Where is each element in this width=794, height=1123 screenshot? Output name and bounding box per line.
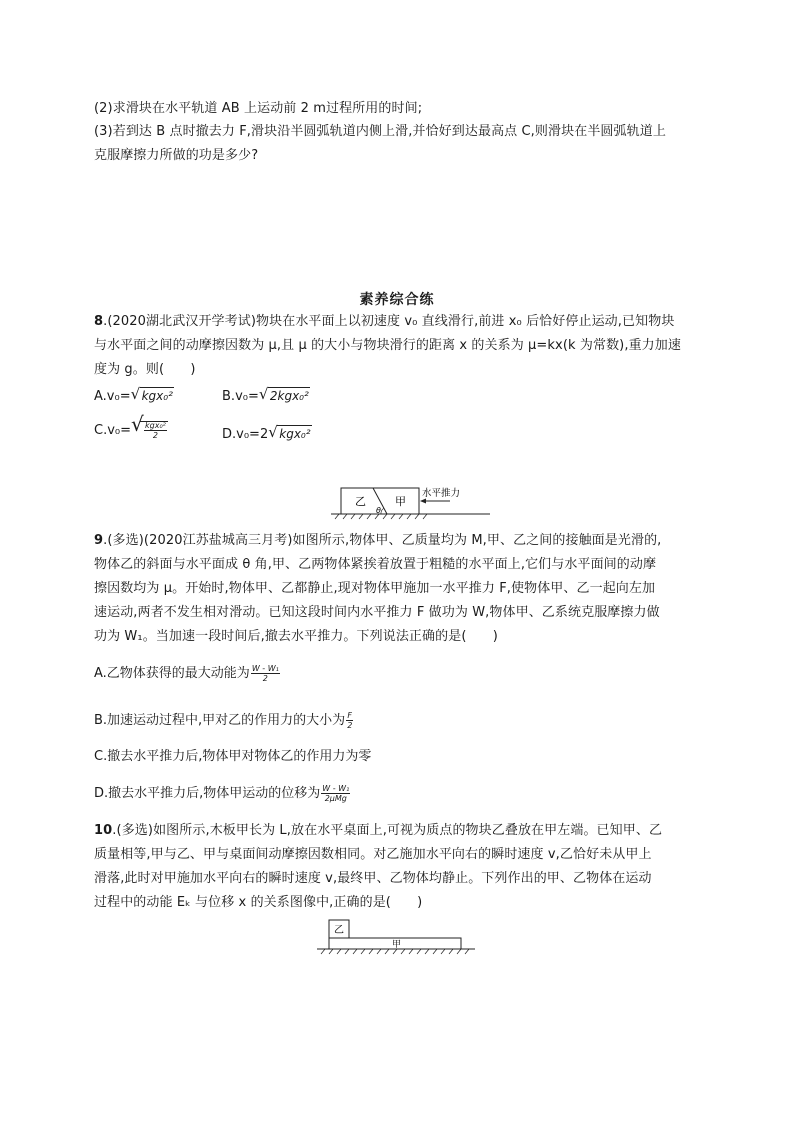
question-8-option-d xyxy=(222,425,312,444)
figure-10-diagram xyxy=(315,914,480,960)
question-8-option-a xyxy=(94,387,174,406)
label-theta: θ xyxy=(376,506,381,515)
option-a-text: A.乙物体获得的最大动能为 xyxy=(94,666,250,681)
question-9-option-c: C.撤去水平推力后,物体甲对物体乙的作用力为零 xyxy=(94,749,372,764)
label-push: 水平推力 xyxy=(422,488,461,499)
question-9-stem-1: .(多选)(2020江苏盐城高三月考)如图所示,物体甲、乙质量均为 M,甲、乙之间的接触面是光滑的, xyxy=(103,533,662,548)
option-b-eq: v₀= xyxy=(235,389,259,404)
question-9-line5: 功为 W₁。当加速一段时间后,撤去水平推力。下列说法正确的是( ) xyxy=(94,629,498,644)
option-a-eq: v₀= xyxy=(106,389,131,404)
option-c-label: C. xyxy=(94,423,108,438)
label-yi: 乙 xyxy=(334,925,344,936)
question-10-line4: 过程中的动能 Eₖ 与位移 x 的关系图像中,正确的是( ) xyxy=(94,895,423,910)
option-a-denominator: 2 xyxy=(262,674,268,683)
question-9-line3: 擦因数均为 μ。开始时,物体甲、乙都静止,现对物体甲施加一水平推力 F,使物体甲、乙一起向左加 xyxy=(94,581,656,596)
angle-arc xyxy=(381,509,384,515)
option-d-eq: v₀= xyxy=(236,427,260,442)
label-jia: 甲 xyxy=(392,940,402,950)
option-b-sqrt: √ 2kgx₀² xyxy=(258,385,309,403)
question-9-number: 9 xyxy=(94,533,104,548)
question-2-text: (2)求滑块在水平轨道 AB 上运动前 2 m过程所用的时间; xyxy=(94,101,423,116)
question-8-line1 xyxy=(94,313,674,331)
question-8-option-c xyxy=(94,412,168,440)
question-10-line1 xyxy=(94,822,662,840)
option-c-numerator: kgx₀² xyxy=(145,421,166,430)
question-10-line2: 质量相等,甲与乙、甲与桌面间动摩擦因数相同。对乙施加水平向右的瞬时速度 v,乙恰好未从甲上 xyxy=(94,847,652,862)
option-b-text: B.加速运动过程中,甲对乙的作用力的大小为 xyxy=(94,713,346,728)
question-8-line3: 度为 g。则( ) xyxy=(94,362,196,377)
push-arrow-head xyxy=(420,499,426,504)
option-b-denominator: 2 xyxy=(347,721,353,730)
question-9-line1 xyxy=(94,532,661,550)
option-b-label: B. xyxy=(222,389,236,404)
option-c-sqrt: √ $\frac{\text{kgx₀²}}{2}$ xyxy=(131,412,166,440)
option-d-sqrt: √ kgx₀² xyxy=(268,423,311,441)
option-d-radicand: kgx₀² xyxy=(279,427,311,441)
question-8-option-b xyxy=(222,387,310,406)
option-c-denominator: 2 xyxy=(152,431,158,440)
question-3-text-line2: 克服摩擦力所做的功是多少? xyxy=(94,148,259,163)
question-3-text-line1: (3)若到达 B 点时撤去力 F,滑块沿半圆弧轨道内侧上滑,并恰好到达最高点 C,则滑块在半圆弧轨道上 xyxy=(94,124,666,139)
option-d-label: D. xyxy=(222,427,237,442)
question-10-number: 10 xyxy=(94,823,113,838)
option-d-numerator: W - W₁ xyxy=(322,784,350,793)
question-9-option-d xyxy=(94,784,350,803)
option-d-denominator: 2μMg xyxy=(324,794,347,803)
option-b-numerator: F xyxy=(347,711,353,720)
section-title: 素养综合练 xyxy=(359,292,435,308)
ground-hatching xyxy=(335,514,427,519)
question-9-option-b xyxy=(94,711,353,730)
question-10-line3: 滑落,此时对甲施加水平向右的瞬时速度 v,最终甲、乙物体均静止。下列作出的甲、乙物体在运动 xyxy=(94,871,652,886)
option-a-radicand: kgx₀² xyxy=(141,389,173,403)
option-d-text: D.撤去水平推力后,物体甲运动的位移为 xyxy=(94,786,321,801)
option-d-coefficient: 2 xyxy=(259,427,269,442)
figure-9-diagram xyxy=(325,480,505,522)
question-8-line2: 与水平面之间的动摩擦因数为 μ,且 μ 的大小与物块滑行的距离 x 的关系为 μ=kx(k 为常数),重力加速 xyxy=(94,338,681,353)
question-9-option-a xyxy=(94,664,280,683)
option-c-eq: v₀= xyxy=(107,423,132,438)
option-a-label: A. xyxy=(94,389,107,404)
option-a-numerator: W - W₁ xyxy=(251,664,279,673)
question-8-number: 8 xyxy=(94,314,104,329)
question-9-line4: 速运动,两者不发生相对滑动。已知这段时间内水平推力 F 做功为 W,物体甲、乙系统克服摩擦力做 xyxy=(94,605,660,620)
label-yi: 乙 xyxy=(355,495,366,508)
question-10-stem-1: .(多选)如图所示,木板甲长为 L,放在水平桌面上,可视为质点的物块乙叠放在甲左端。已知甲、乙 xyxy=(112,823,663,838)
question-8-stem-1: .(2020湖北武汉开学考试)物块在水平面上以初速度 v₀ 直线滑行,前进 x₀ 后恰好停止运动,已知物块 xyxy=(103,314,675,329)
label-jia: 甲 xyxy=(395,495,406,508)
option-a-sqrt: √ kgx₀² xyxy=(130,385,173,403)
question-9-line2: 物体乙的斜面与水平面成 θ 角,甲、乙两物体紧挨着放置于粗糙的水平面上,它们与水平面间的动摩 xyxy=(94,557,657,572)
option-b-radicand: 2kgx₀² xyxy=(269,389,309,403)
